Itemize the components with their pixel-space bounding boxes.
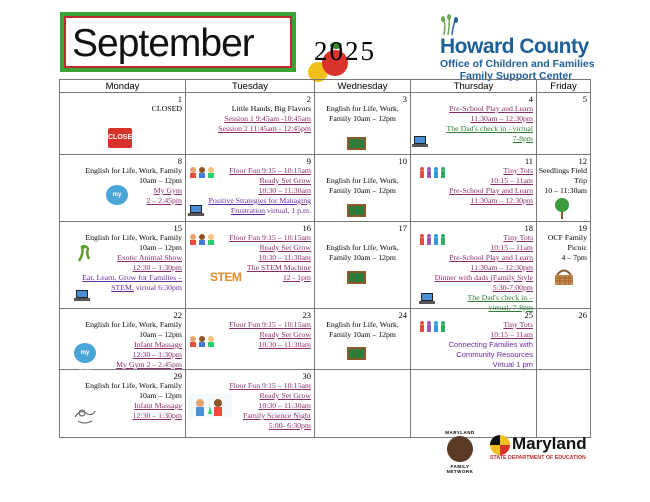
science-kids-icon	[188, 394, 232, 418]
day-number: 2	[306, 94, 311, 104]
day-number: 25	[524, 310, 533, 320]
day-number: 5	[582, 94, 587, 104]
event-link[interactable]: 7-8pm	[512, 134, 533, 143]
leaves-icon	[440, 13, 460, 37]
event-link[interactable]: My Gym	[153, 186, 182, 195]
day-cell-3	[315, 93, 411, 155]
event-title: Trip	[573, 176, 587, 185]
day-number: 16	[302, 223, 311, 233]
event-title: English for Life, Work, Family	[85, 320, 182, 329]
event-link[interactable]: Pre-School Play and Learn	[449, 186, 533, 195]
day-cell-24	[315, 309, 411, 370]
header-tuesday: Tuesday	[186, 80, 315, 93]
week-row-3	[60, 222, 591, 309]
day-number: 1	[177, 94, 182, 104]
event-link[interactable]: Ready Set Grow	[259, 391, 311, 400]
event-link[interactable]: Session 1 9:45am -10:45am	[224, 114, 311, 123]
event-time: Family 10am – 12pm	[329, 330, 396, 339]
event-title: Seedlings Field	[538, 166, 587, 175]
children-group-icon	[188, 233, 224, 245]
event-link[interactable]: Pre-School Play and Learn	[449, 253, 533, 262]
event-link[interactable]: 10:15 – 11am	[490, 243, 533, 252]
day-cell-2	[186, 93, 315, 155]
event-link[interactable]: The STEM Machine	[246, 263, 311, 272]
day-cell-29	[60, 370, 186, 438]
day-number: 23	[302, 310, 311, 320]
day-cell-12	[537, 155, 591, 222]
day-number: 9	[306, 156, 311, 166]
mfn-bottom-text: FAMILY NETWORK	[446, 464, 474, 474]
chalkboard-icon	[347, 204, 366, 217]
day-number: 3	[402, 94, 407, 104]
event-note: virtual 6:30pm	[133, 283, 182, 292]
tiny-tots-kids-icon	[419, 166, 447, 178]
day-number: 29	[173, 371, 182, 381]
laptop-icon	[188, 205, 204, 216]
stem-logo-icon: STEM	[210, 270, 242, 284]
event-title: English for Life, Work,	[326, 243, 399, 252]
weekday-header-row	[60, 80, 591, 93]
day-number: 10	[398, 156, 407, 166]
day-cell-25	[411, 309, 537, 370]
event-time: 10am – 12pm	[139, 330, 182, 339]
closed-label: CLOSED	[151, 104, 182, 113]
event-title: English for Life, Work, Family	[85, 381, 182, 390]
event-link[interactable]: 5:30-7:00pm	[492, 283, 533, 292]
day-number: 17	[398, 223, 407, 233]
event-link[interactable]: Tiny Tots	[503, 166, 533, 175]
event-link[interactable]: Tiny Tots	[503, 320, 533, 329]
mfn-top-text: MARYLAND	[445, 430, 475, 435]
event-link[interactable]: 10:15 – 11am	[490, 330, 533, 339]
event-time: 4 – 7pm	[561, 253, 587, 262]
event-time: Family 10am – 12pm	[329, 253, 396, 262]
day-number: 11	[524, 156, 533, 166]
event-link[interactable]: 11:30am – 12:30pm	[470, 114, 533, 123]
event-title: OCF Family	[547, 233, 587, 242]
event-title: English for Life, Work,	[326, 176, 399, 185]
chalkboard-icon	[347, 137, 366, 150]
tree-icon	[553, 197, 571, 219]
event-time: Virtual 1 pm	[492, 360, 533, 369]
day-cell-empty-2	[411, 370, 537, 438]
event-link[interactable]: 10:30 – 11:30am	[258, 253, 311, 262]
laptop-icon	[412, 136, 428, 147]
header-wednesday: Wednesday	[315, 80, 411, 93]
event-title: English for Life, Work, Family	[85, 233, 182, 242]
event-link[interactable]: 11:30am – 12:30pm	[470, 263, 533, 272]
org-center: Family Support Center	[459, 70, 573, 82]
family-bird-icon	[447, 436, 473, 462]
day-cell-19	[537, 222, 591, 309]
day-number: 8	[177, 156, 182, 166]
calendar-grid	[59, 79, 591, 438]
event-line	[231, 206, 311, 216]
event-link[interactable]: Exotic Animal Show	[117, 253, 182, 262]
event-link[interactable]: Infant Massage	[134, 340, 182, 349]
tiny-tots-kids-icon	[419, 320, 447, 332]
event-link[interactable]: The Dad's check in - virtual	[446, 124, 533, 133]
laptop-icon	[419, 293, 435, 304]
day-number: 30	[302, 371, 311, 381]
event-time: Family 10am – 12pm	[329, 186, 396, 195]
event-link[interactable]: 12:30 – 1:30pm	[132, 350, 182, 359]
event-link[interactable]: Ready Set Grow	[259, 330, 311, 339]
day-cell-11	[411, 155, 537, 222]
event-link[interactable]: Floor Fun 9:15 – 10:15am	[229, 166, 311, 175]
event-link[interactable]: Eat, Learn, Grow for Families –	[82, 273, 182, 282]
children-group-icon	[188, 335, 224, 347]
lizard-icon	[76, 243, 92, 263]
event-link[interactable]: Floor Fun 9:15 – 10:15am	[229, 320, 311, 329]
chalkboard-icon	[347, 347, 366, 360]
event-link[interactable]: Positive Strategies for Managing	[208, 196, 311, 205]
event-link[interactable]: 2 – 2:45pm	[146, 196, 182, 205]
org-office: Office of Children and Families	[440, 58, 595, 70]
event-link[interactable]: 10:15 – 11am	[490, 176, 533, 185]
event-title: English for Life, Work,	[326, 320, 399, 329]
event-time: 10am – 12pm	[139, 243, 182, 252]
event-link[interactable]: 12 - 1pm	[282, 273, 311, 282]
event-time: 10 – 11:30am	[544, 186, 587, 195]
event-title: English for Life, Work, Family	[85, 166, 182, 175]
day-number: 12	[578, 156, 587, 166]
msde-logo	[490, 435, 590, 463]
my-gym-logo-icon: my GYM	[106, 185, 128, 205]
event-title: English for Life, Work,	[326, 104, 399, 113]
day-number: 18	[524, 223, 533, 233]
event-link[interactable]: Session 2 11:45am - 12:45pm	[218, 124, 311, 133]
org-name: Howard County	[440, 35, 589, 58]
msde-subtitle: STATE DEPARTMENT OF EDUCATION	[490, 455, 586, 461]
header-monday: Monday	[60, 80, 186, 93]
tiny-tots-kids-icon	[419, 233, 447, 245]
children-group-icon	[188, 166, 224, 178]
day-cell-18	[411, 222, 537, 312]
day-cell-15	[60, 222, 186, 309]
event-link[interactable]: Floor Fun 9:15 – 10:15am	[229, 233, 311, 242]
week-row-5	[60, 370, 591, 438]
day-cell-9	[186, 155, 315, 222]
day-cell-empty-3	[537, 370, 591, 438]
day-number: 15	[173, 223, 182, 233]
week-row-2	[60, 155, 591, 222]
closed-sign-icon: CLOSED	[108, 128, 132, 148]
maryland-family-network-logo	[439, 430, 481, 474]
msde-name: Maryland	[512, 434, 587, 453]
event-title: Connecting Families with	[448, 340, 533, 349]
event-link[interactable]: 5:00- 6:30pm	[268, 421, 311, 430]
week-row-4	[60, 309, 591, 370]
event-link[interactable]: virtual, 7-8pm	[488, 303, 533, 312]
event-link[interactable]: Ready Set Grow	[259, 176, 311, 185]
laptop-icon	[74, 290, 90, 301]
month-banner-frame	[64, 16, 292, 68]
day-number: 24	[398, 310, 407, 320]
event-link[interactable]: The Dad's check in –	[467, 293, 533, 302]
howard-county-logo	[440, 13, 595, 82]
day-cell-17	[315, 222, 411, 309]
my-gym-logo-icon: my GYM	[74, 343, 96, 363]
day-cell-empty-1	[315, 370, 411, 438]
event-link[interactable]: STEM,	[111, 283, 134, 292]
picnic-basket-icon	[553, 268, 575, 286]
event-link[interactable]: Dinner with dads (Family Style	[434, 273, 533, 282]
event-link[interactable]: 11:30am – 12:30pm	[470, 196, 533, 205]
event-link[interactable]: 10:30 – 11:30am	[258, 186, 311, 195]
event-time: 10am – 12pm	[139, 176, 182, 185]
maryland-flag-icon	[490, 435, 510, 455]
header-friday: Friday	[537, 80, 591, 93]
event-time: 10am – 12pm	[139, 391, 182, 400]
event-link[interactable]: Infant Massage	[134, 401, 182, 410]
day-cell-5	[537, 93, 591, 155]
day-cell-23	[186, 309, 315, 370]
year-title: 2025	[314, 36, 376, 66]
event-link[interactable]: 12:30 – 1:30pm	[132, 411, 182, 420]
event-title: Community Resources	[456, 350, 533, 359]
event-link[interactable]: 10:30 – 11:30am	[258, 401, 311, 410]
event-link[interactable]: My Gym 2 – 2:45pm	[116, 360, 182, 369]
day-cell-10	[315, 155, 411, 222]
event-link[interactable]: Pre-School Play and Learn	[449, 104, 533, 113]
day-cell-30	[186, 370, 315, 438]
day-cell-16	[186, 222, 315, 309]
event-link[interactable]: Floor Fun 9:15 – 10:15am	[229, 381, 311, 390]
event-line	[111, 283, 182, 293]
day-number: 4	[528, 94, 533, 104]
day-cell-4	[411, 93, 537, 155]
day-cell-1	[60, 93, 186, 155]
day-number: 19	[578, 223, 587, 233]
event-link[interactable]: 12:30 – 1:30pm	[132, 263, 182, 272]
header-thursday: Thursday	[411, 80, 537, 93]
day-number: 22	[173, 310, 182, 320]
event-link[interactable]: 10:30 – 11:30am	[258, 340, 311, 349]
event-title: Little Hands, Big Flavors	[231, 104, 311, 113]
day-cell-8	[60, 155, 186, 222]
event-title: Picnic	[567, 243, 587, 252]
event-link[interactable]: Frustration	[230, 206, 266, 215]
month-title: September	[72, 22, 254, 65]
event-link[interactable]: Tiny Tots	[503, 233, 533, 242]
chalkboard-icon	[347, 271, 366, 284]
month-banner	[60, 12, 296, 72]
week-row-1	[60, 93, 591, 155]
event-link[interactable]: Ready Set Grow	[259, 243, 311, 252]
day-cell-26	[537, 309, 591, 370]
day-number: 26	[578, 310, 587, 320]
infant-massage-icon	[72, 403, 98, 427]
event-note: virtual, 1 p.m.	[265, 206, 311, 215]
event-link[interactable]: Family Science Night	[243, 411, 311, 420]
event-time: Family 10am – 12pm	[329, 114, 396, 123]
